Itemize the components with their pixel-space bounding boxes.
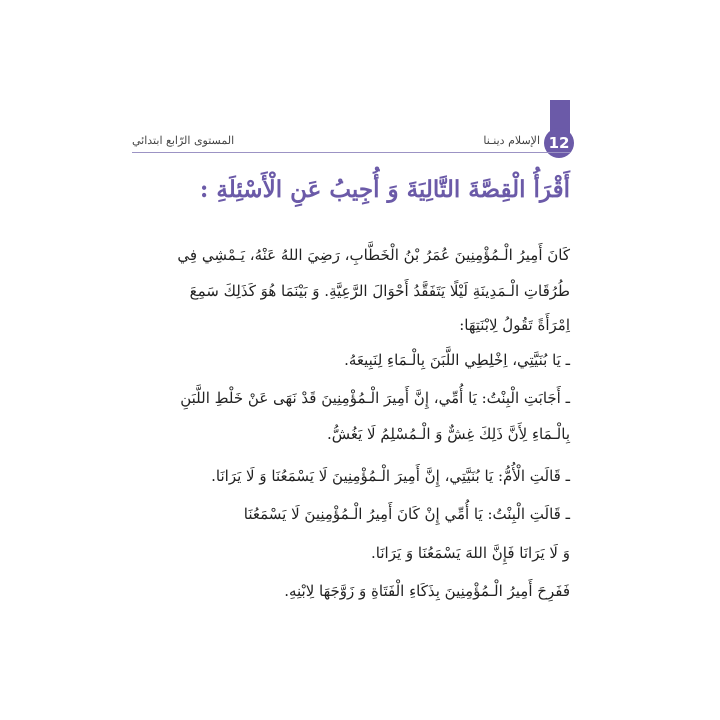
- page-number: 12: [548, 134, 570, 152]
- story-line: ـ أَجَابَتِ الْبِنْتُ: يَا أُمِّي، إِنَّ أَمِيرَ الْـمُؤْمِنِينَ قَدْ نَهَى عَنْ خَلْطِ اللَّبَنِ: [180, 389, 570, 407]
- level-label: المستوى الرّابع ابتدائي: [132, 134, 235, 147]
- story-line: وَ لَا يَرَانَا فَإِنَّ اللهَ يَسْمَعُنَا وَ يَرَانَا.: [371, 544, 570, 562]
- story-line: اِمْرَأَةً تَقُولُ لِابْنَتِهَا:: [459, 316, 570, 334]
- story-line: ـ قَالَتِ الْبِنْتُ: يَا أُمِّي إِنْ كَانَ أَمِيرُ الْـمُؤْمِنِينَ لَا يَسْمَعُنَا: [243, 505, 570, 523]
- story-line: بِالْـمَاءِ لِأَنَّ ذَلِكَ غِشٌّ وَ الْـمُسْلِمُ لَا يَغُشُّ.: [326, 425, 570, 443]
- story-line: ـ يَا بُنَيَّتِي، اِخْلِطِي اللَّبَنَ بِالْـمَاءِ لِنَبِيعَهُ.: [344, 351, 570, 369]
- page-number-badge: [544, 128, 574, 158]
- exercise-title: أَقْرَأُ الْقِصَّةَ التَّالِيَةَ وَ أُجِيبُ عَنِ الْأَسْئِلَةِ :: [199, 176, 570, 203]
- story-line: طُرُقَاتِ الْـمَدِينَةِ لَيْلًا يَتَفَقَّدُ أَحْوَالَ الرَّعِيَّةِ. وَ بَيْنَمَا هُوَ كَذَلِكَ سَمِعَ: [189, 282, 570, 300]
- book-title: الإسلام دينـنا: [483, 134, 540, 147]
- header-divider: [132, 152, 570, 153]
- story-line: ـ قَالَتِ الْأُمُّ: يَا بُنَيَّتِي، إِنَّ أَمِيرَ الْـمُؤْمِنِينَ لَا يَسْمَعُنَا وَ لَا يَرَانَا.: [211, 467, 570, 485]
- story-line: كَانَ أَمِيرُ الْـمُؤْمِنِينَ عُمَرُ بْنُ الْخَطَّابِ، رَضِيَ اللهُ عَنْهُ، يَـمْشِي فِي: [177, 246, 570, 264]
- story-line: فَفَرِحَ أَمِيرُ الْـمُؤْمِنِينَ بِذَكَاءِ الْفَتَاةِ وَ زَوَّجَهَا لِابْنِهِ.: [284, 582, 570, 600]
